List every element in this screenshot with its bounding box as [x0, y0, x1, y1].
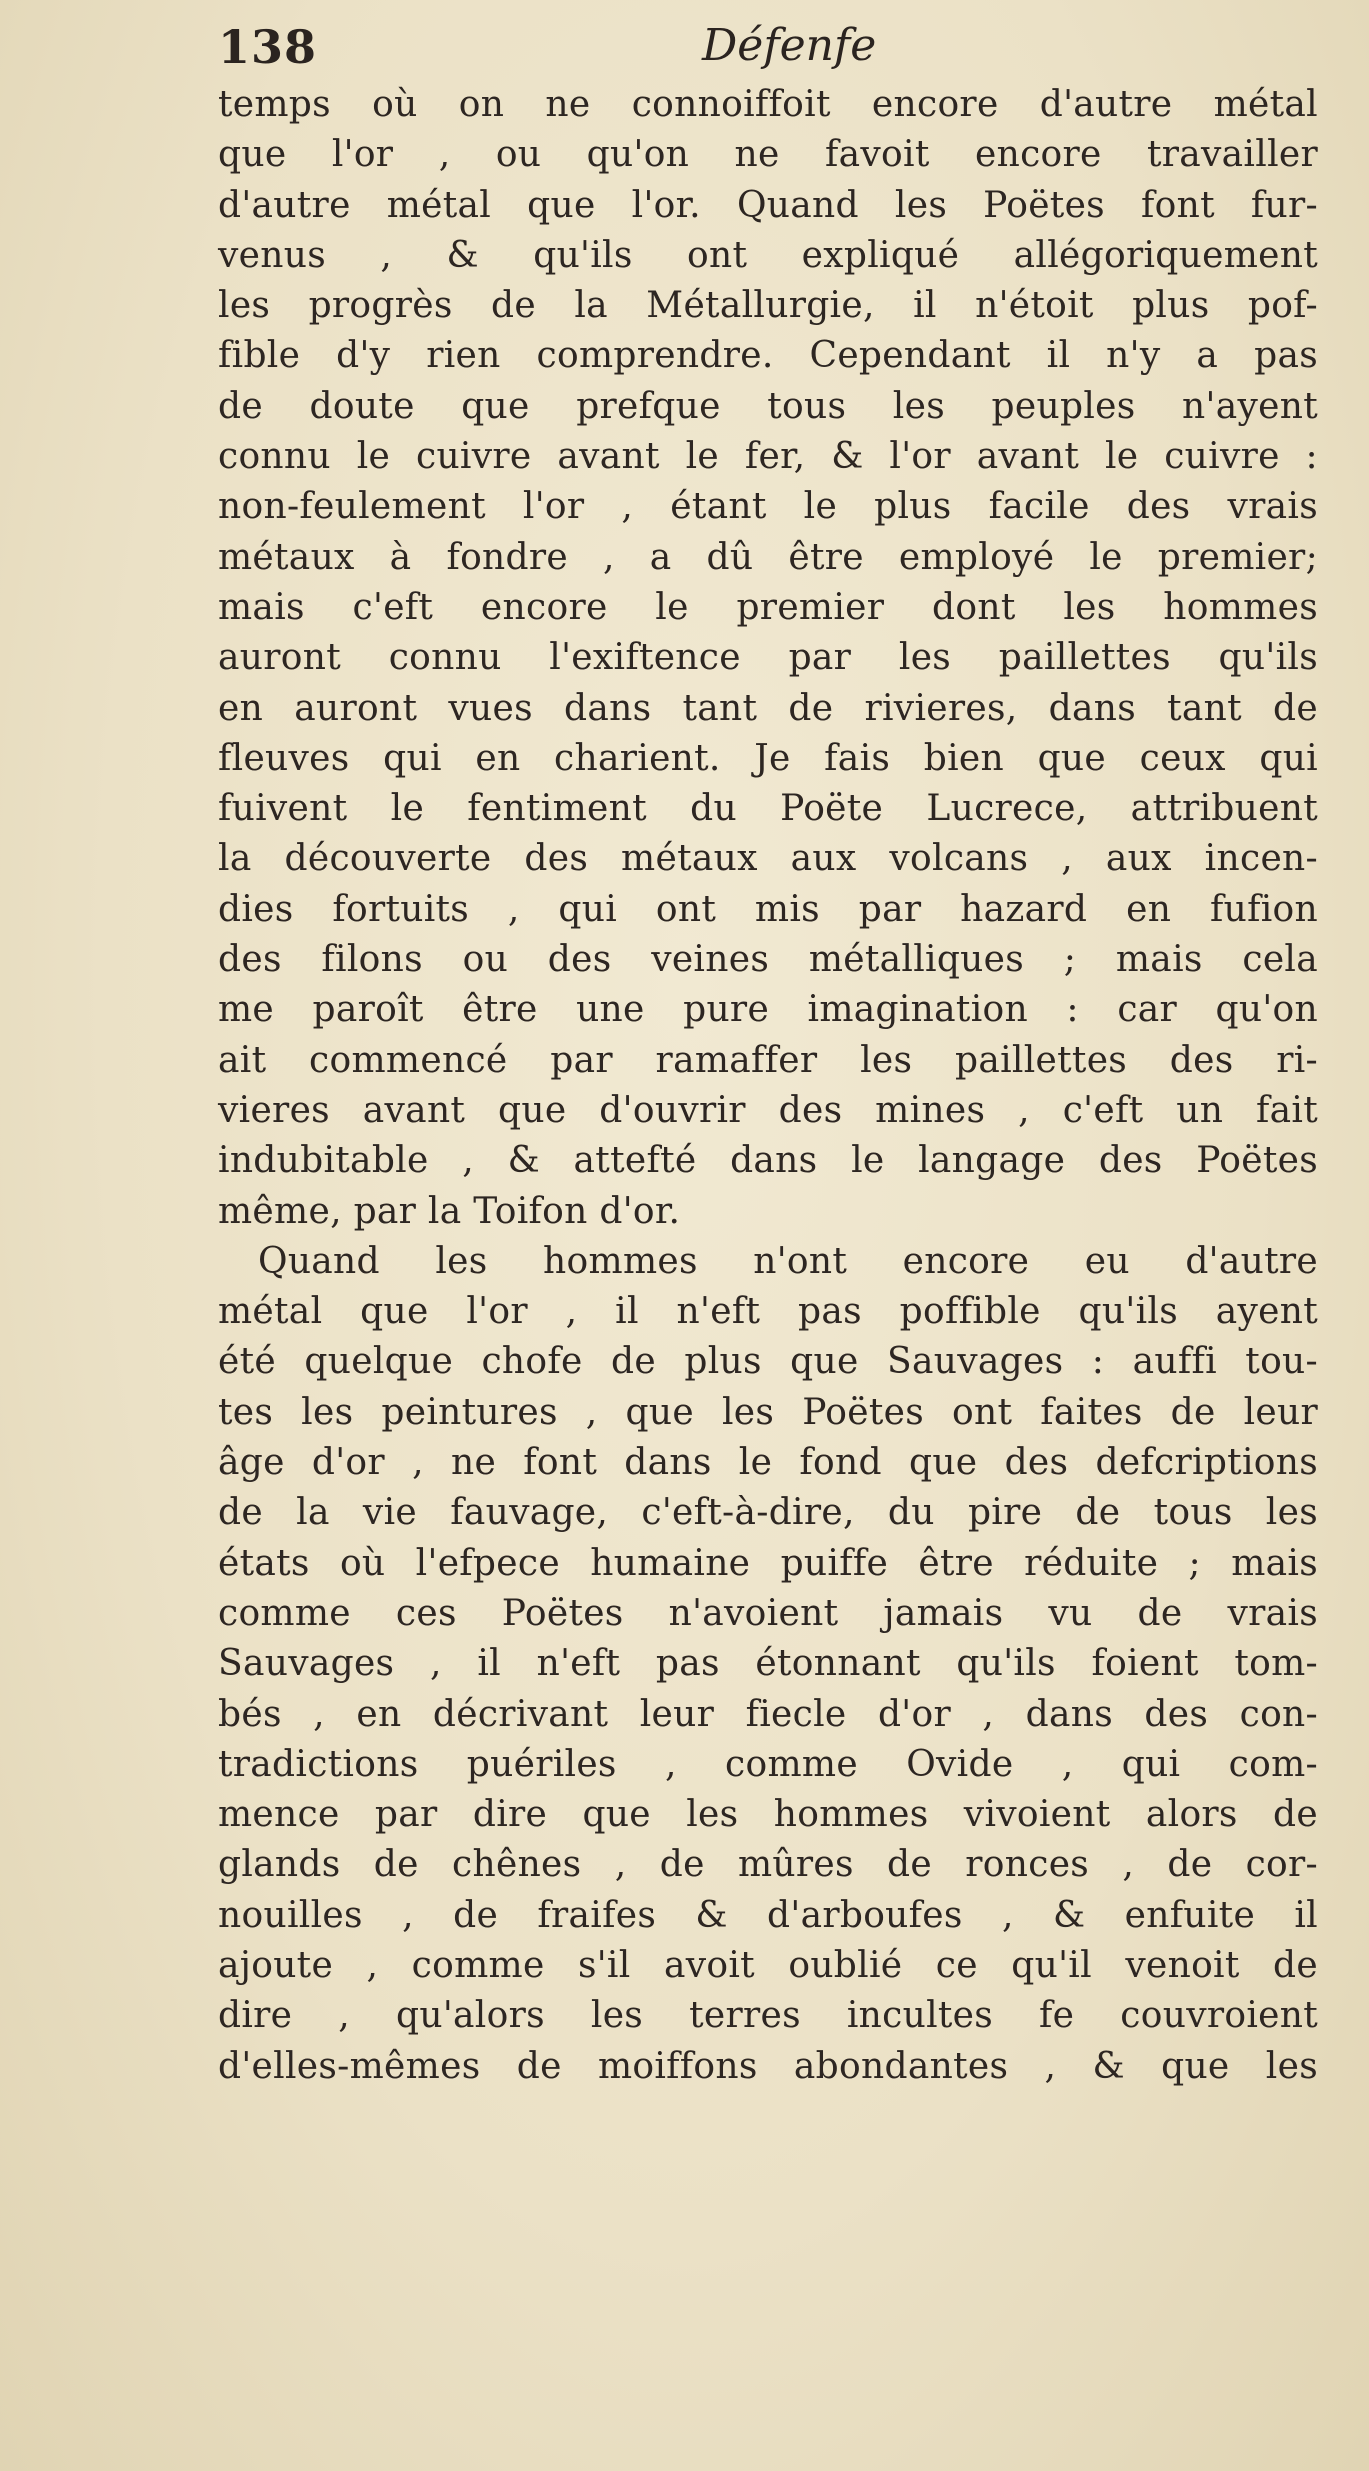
text-line: tradictions puériles , comme Ovide , qui com-: [218, 1743, 1318, 1785]
text-line: comme ces Poëtes n'avoient jamais vu de vrais: [218, 1592, 1318, 1634]
text-line: Sauvages , il n'eft pas étonnant qu'ils foient tom-: [218, 1643, 1318, 1685]
text-line: connu le cuivre avant le fer, & l'or avant le cuivre :: [218, 436, 1318, 478]
text-line: d'elles-mêmes de moiffons abondantes , & que les: [218, 2045, 1318, 2087]
text-line: mais c'eft encore le premier dont les hommes: [218, 586, 1318, 628]
text-line: venus , & qu'ils ont expliqué allégoriquement: [218, 234, 1318, 276]
text-line: dire , qu'alors les terres incultes fe couvroient: [218, 1995, 1318, 2037]
text-line: bés , en décrivant leur fiecle d'or , dans des con-: [218, 1693, 1318, 1735]
text-line: indubitable , & attefté dans le langage des Poëtes: [218, 1140, 1318, 1182]
running-head: Défenfe: [702, 20, 877, 71]
text-line: âge d'or , ne font dans le fond que des defcriptions: [218, 1442, 1318, 1484]
paragraph-start-line: Quand les hommes n'ont encore eu d'autre: [258, 1240, 1318, 1282]
text-line: vieres avant que d'ouvrir des mines , c'eft un fait: [218, 1089, 1318, 1131]
paragraph-end-line: même, par la Toifon d'or.: [218, 1190, 681, 1232]
text-line: nouilles , de fraifes & d'arboufes , & enfuite il: [218, 1894, 1318, 1936]
text-line: glands de chênes , de mûres de ronces , de cor-: [218, 1844, 1318, 1886]
text-line: fleuves qui en charient. Je fais bien que ceux qui: [218, 737, 1318, 779]
text-line: temps où on ne connoiffoit encore d'autre métal: [218, 84, 1318, 125]
text-line: en auront vues dans tant de rivieres, dans tant de: [218, 687, 1318, 729]
text-line: ajoute , comme s'il avoit oublié ce qu'il venoit de: [218, 1944, 1318, 1986]
text-line: non-feulement l'or , étant le plus facile des vrais: [218, 486, 1318, 528]
text-line: de doute que prefque tous les peuples n'ayent: [218, 385, 1318, 427]
text-line: tes les peintures , que les Poëtes ont faites de leur: [218, 1391, 1318, 1433]
text-line: été quelque chofe de plus que Sauvages : auffi tou-: [218, 1341, 1318, 1383]
text-line: que l'or , ou qu'on ne favoit encore travailler: [218, 134, 1318, 176]
text-line: d'autre métal que l'or. Quand les Poëtes font fur-: [218, 184, 1318, 226]
text-line: de la vie fauvage, c'eft-à-dire, du pire de tous les: [218, 1492, 1318, 1534]
page-header: [218, 20, 1318, 80]
text-line: fuivent le fentiment du Poëte Lucrece, attribuent: [218, 788, 1318, 830]
text-line: fible d'y rien comprendre. Cependant il n'y a pas: [218, 335, 1318, 377]
text-line: états où l'efpece humaine puiffe être réduite ; mais: [218, 1542, 1318, 1584]
text-line: métaux à fondre , a dû être employé le premier;: [218, 536, 1318, 578]
text-line: les progrès de la Métallurgie, il n'étoit plus pof-: [218, 285, 1318, 327]
text-line: dies fortuits , qui ont mis par hazard en fufion: [218, 888, 1318, 930]
text-line: ait commencé par ramaffer les paillettes des ri-: [218, 1039, 1318, 1081]
text-line: des filons ou des veines métalliques ; mais cela: [218, 939, 1318, 981]
body-text: [218, 80, 1318, 2092]
text-line: auront connu l'exiftence par les paillettes qu'ils: [218, 637, 1318, 679]
text-line: me paroît être une pure imagination : car qu'on: [218, 989, 1318, 1031]
text-line: mence par dire que les hommes vivoient alors de: [218, 1794, 1318, 1836]
text-line: la découverte des métaux aux volcans , aux incen-: [218, 838, 1318, 880]
text-line: métal que l'or , il n'eft pas poffible qu'ils ayent: [218, 1291, 1318, 1333]
page-number: 138: [218, 20, 318, 74]
